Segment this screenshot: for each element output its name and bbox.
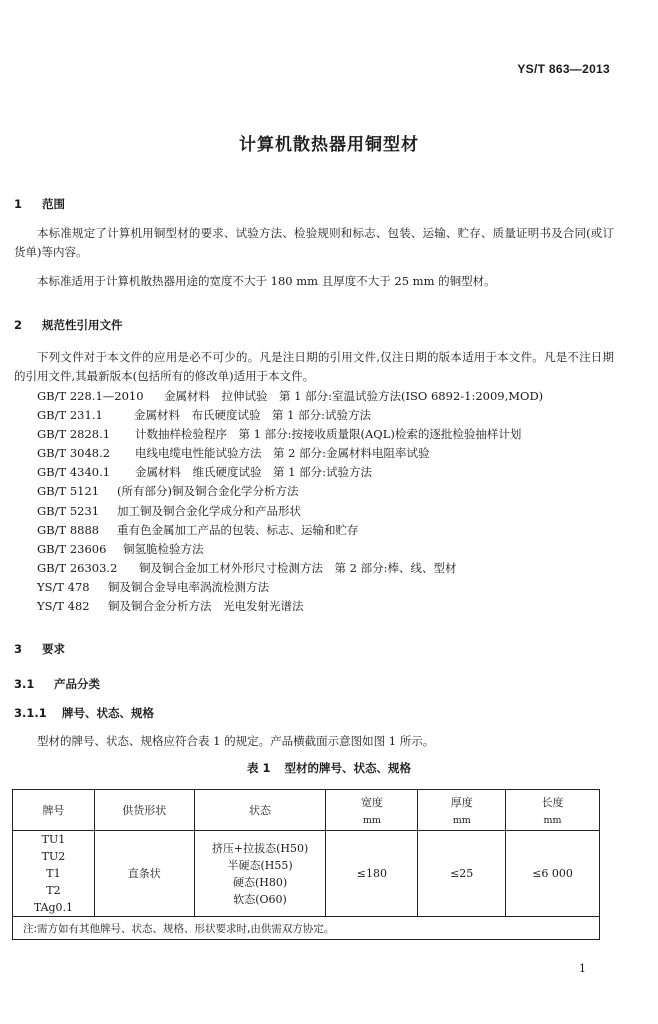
- section-3-1-1-heading: [14, 705, 154, 721]
- reference-item: [37, 578, 543, 597]
- reference-title: 铜及铜合金分析方法 光电发射光谱法: [108, 599, 304, 614]
- table-title: 型材的牌号、状态、规格: [284, 761, 411, 775]
- table-header-row: [13, 790, 600, 831]
- reference-item: [37, 559, 543, 578]
- section-number: 3: [14, 642, 23, 656]
- grade-value: T1: [46, 867, 61, 880]
- reference-item: [37, 444, 543, 463]
- reference-code: GB/T 2828.1: [37, 427, 111, 442]
- section-title: 规范性引用文件: [42, 318, 123, 332]
- reference-list: [37, 387, 543, 616]
- grades-paragraph: 型材的牌号、状态、规格应符合表 1 的规定。产品横截面示意图如图 1 所示。: [37, 734, 435, 748]
- reference-code: GB/T 5121: [37, 484, 100, 499]
- section-number: 3.1.1: [14, 706, 47, 720]
- section-title: 要求: [42, 642, 65, 656]
- reference-code: GB/T 4340.1: [37, 465, 111, 480]
- reference-item: [37, 540, 543, 559]
- section-number: 3.1: [14, 677, 35, 691]
- standard-code: YS/T 863—2013: [517, 62, 610, 76]
- scope-paragraph-2: 本标准适用于计算机散热器用途的宽度不大于 180 mm 且厚度不大于 25 mm 的铜型材。: [37, 274, 496, 288]
- state-value: 半硬态(H55): [227, 858, 293, 872]
- table-number: 表 1: [246, 761, 271, 775]
- state-value: 硬态(H80): [232, 875, 288, 889]
- header-grade: 牌号: [13, 790, 95, 831]
- reference-code: GB/T 23606: [37, 541, 107, 556]
- reference-item: [37, 597, 543, 616]
- section-number: 2: [14, 318, 23, 332]
- page-number: 1: [579, 962, 586, 975]
- reference-item: [37, 502, 543, 521]
- reference-code: GB/T 26303.2: [37, 560, 118, 575]
- header-width-label: 宽度: [360, 796, 383, 809]
- cell-length: ≤6 000: [506, 831, 600, 917]
- section-3-1-heading: [14, 676, 100, 692]
- reference-code: YS/T 482: [37, 599, 90, 614]
- reference-code: GB/T 5231: [37, 503, 100, 518]
- scope-paragraph-1: 本标准规定了计算机用铜型材的要求、试验方法、检验规则和标志、包装、运输、贮存、质量证明书及合同(或订货单)等内容。: [14, 226, 614, 259]
- cell-supply-shape: 直条状: [94, 831, 194, 917]
- state-value: 软态(O60): [233, 892, 287, 906]
- header-length: [506, 790, 600, 831]
- reference-title: 计数抽样检验程序 第 1 部分:按接收质量限(AQL)检索的逐批检验抽样计划: [135, 427, 522, 442]
- state-value: 挤压+拉拔态(H50): [211, 841, 309, 855]
- table-caption: [0, 760, 658, 776]
- reference-item: [37, 463, 543, 482]
- grade-value: T2: [46, 884, 61, 897]
- header-width-unit: mm: [362, 815, 381, 826]
- reference-title: 重有色金属加工产品的包装、标志、运输和贮存: [117, 522, 359, 537]
- reference-title: 金属材料 布氏硬度试验 第 1 部分:试验方法: [134, 408, 371, 423]
- cell-width: ≤180: [326, 831, 418, 917]
- section-title: 范围: [42, 197, 65, 211]
- reference-title: 加工铜及铜合金化学成分和产品形状: [117, 503, 301, 518]
- reference-item: [37, 482, 543, 501]
- grade-value: TAg0.1: [33, 901, 74, 914]
- section-3-heading: [14, 641, 65, 657]
- reference-title: 金属材料 维氏硬度试验 第 1 部分:试验方法: [135, 465, 372, 480]
- reference-title: 铜及铜合金导电率涡流检测方法: [108, 579, 269, 594]
- reference-code: YS/T 478: [37, 579, 90, 594]
- reference-item: [37, 406, 543, 425]
- reference-code: GB/T 228.1—2010: [37, 389, 144, 403]
- reference-code: GB/T 231.1: [37, 408, 103, 423]
- section-2-heading: [14, 317, 123, 333]
- cell-states: [194, 831, 326, 917]
- header-supply-shape: 供货形状: [94, 790, 194, 831]
- reference-item: [37, 387, 543, 406]
- reference-code: GB/T 3048.2: [37, 446, 111, 461]
- section-number: 1: [14, 197, 23, 211]
- header-length-unit: mm: [543, 815, 562, 826]
- grade-value: TU1: [41, 833, 66, 846]
- header-thickness: [418, 790, 506, 831]
- reference-title: 铜及铜合金加工材外形尺寸检测方法 第 2 部分:棒、线、型材: [139, 560, 457, 575]
- header-state: 状态: [194, 790, 326, 831]
- reference-item: [37, 425, 543, 444]
- reference-title: 金属材料 拉伸试验 第 1 部分:室温试验方法(ISO 6892-1:2009,MOD): [164, 389, 544, 403]
- normative-intro: 下列文件对于本文件的应用是必不可少的。凡是注日期的引用文件,仅注日期的版本适用于本文件。凡是不注日期的引用文件,其最新版本(包括所有的修改单)适用于本文件。: [14, 350, 614, 383]
- section-1-heading: [14, 196, 65, 212]
- table-row: [13, 831, 600, 917]
- table-note: 注:需方如有其他牌号、状态、规格、形状要求时,由供需双方协定。: [13, 917, 600, 940]
- header-length-label: 长度: [541, 796, 564, 809]
- spec-table: [12, 789, 600, 940]
- reference-code: GB/T 8888: [37, 522, 100, 537]
- cell-grades: [13, 831, 95, 917]
- reference-title: 铜氢脆检验方法: [123, 541, 204, 556]
- header-thickness-label: 厚度: [450, 796, 473, 809]
- document-title: 计算机散热器用铜型材: [239, 135, 419, 155]
- header-thickness-unit: mm: [452, 815, 471, 826]
- cell-thickness: ≤25: [418, 831, 506, 917]
- header-width: [326, 790, 418, 831]
- reference-title: 电线电缆电性能试验方法 第 2 部分:金属材料电阻率试验: [135, 446, 430, 461]
- reference-title: (所有部分)铜及铜合金化学分析方法: [117, 484, 299, 499]
- section-title: 牌号、状态、规格: [62, 706, 154, 720]
- table-note-row: [13, 917, 600, 940]
- section-title: 产品分类: [54, 677, 100, 691]
- grade-value: TU2: [41, 850, 66, 863]
- reference-item: [37, 521, 543, 540]
